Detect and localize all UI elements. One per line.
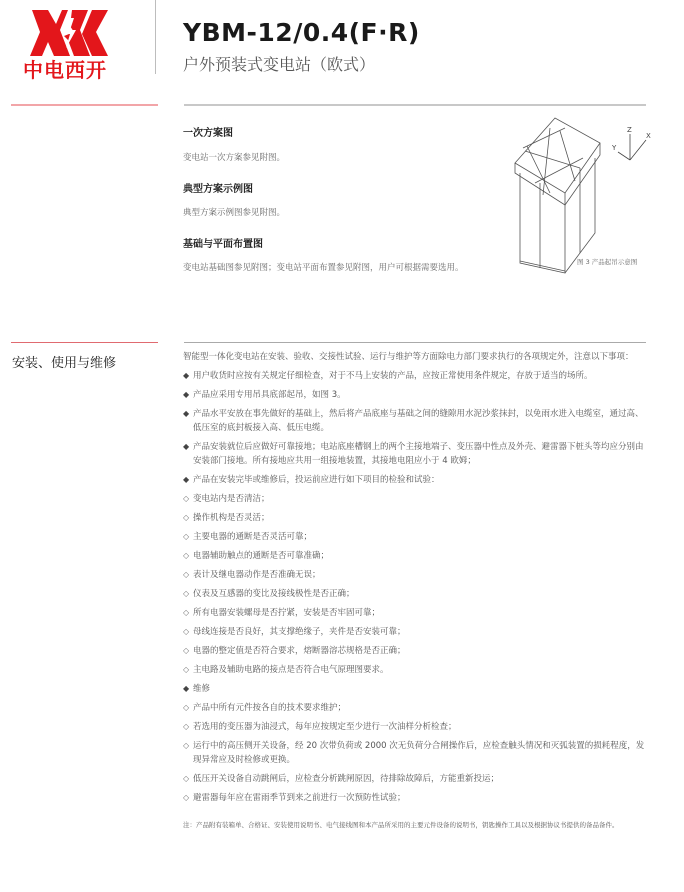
list-item: [183, 492, 645, 506]
figure-caption: 图 3 产品起吊示意图: [577, 258, 638, 266]
coordinate-axes: [610, 120, 655, 170]
list-item-text: 表计及继电器动作是否准确无误；: [193, 570, 321, 580]
list-item-text: 用户收货时应按有关规定仔细检查，对于不马上安装的产品，应按正常使用条件规定，存放于适当的场所。: [193, 371, 593, 381]
list-item: [183, 407, 645, 435]
hollow-diamond-bullet-icon: ◇: [183, 513, 190, 522]
svg-text:Z: Z: [627, 126, 632, 134]
list-item: [183, 663, 645, 677]
list-item-text: 产品中所有元件按各自的技术要求维护；: [193, 703, 347, 713]
company-name: 中电西开: [23, 58, 107, 82]
list-item: [183, 701, 645, 715]
list-item: [183, 720, 645, 734]
substation-lifting-drawing-icon: [505, 113, 605, 278]
list-item: [183, 587, 645, 601]
solid-diamond-bullet-icon: ◆: [183, 475, 190, 484]
hollow-diamond-bullet-icon: ◇: [183, 551, 190, 560]
list-item-text: 产品应采用专用吊具底部起吊，如图 3。: [193, 390, 346, 400]
heading-foundation-layout: 基础与平面布置图: [183, 239, 263, 250]
install-rule-left: [11, 342, 158, 343]
hollow-diamond-bullet-icon: ◇: [183, 793, 190, 802]
list-item: [183, 625, 645, 639]
lifting-diagram-figure: [505, 113, 605, 278]
instruction-list: [183, 369, 645, 805]
list-item: [183, 682, 645, 696]
text-typical-scheme: 典型方案示例图参见附图。: [183, 208, 286, 218]
text-foundation-layout: 变电站基础图参见附图；变电站平面布置参见附图，用户可根据需要选用。: [183, 263, 464, 273]
hollow-diamond-bullet-icon: ◇: [183, 665, 190, 674]
product-subtitle: 户外预装式变电站（欧式）: [183, 55, 376, 74]
list-item: [183, 644, 645, 658]
install-section-title: 安装、使用与维修: [12, 356, 117, 371]
hollow-diamond-bullet-icon: ◇: [183, 741, 190, 750]
list-item: [183, 473, 645, 487]
list-item-text: 所有电器安装螺母是否拧紧，安装是否牢固可靠；: [193, 608, 381, 618]
xyz-axes-icon: [610, 120, 655, 170]
list-item-text: 运行中的高压侧开关设备，经 20 次带负荷或 2000 次无负荷分合闸操作后，应检查触头情况和灭弧装置的损耗程度，发现异常应及时检修或更换。: [193, 741, 645, 765]
solid-diamond-bullet-icon: ◆: [183, 390, 190, 399]
list-item: [183, 369, 645, 383]
hollow-diamond-bullet-icon: ◇: [183, 646, 190, 655]
xk-lightning-logo-icon: [30, 10, 110, 56]
hollow-diamond-bullet-icon: ◇: [183, 627, 190, 636]
footnote: 注：产品附有装箱单、合格证、安装使用说明书、电气接线图和本产品所采用的主要元件设备的说明书，钥匙操作工具以及根据协议书提供的备品备件。: [183, 821, 619, 829]
list-item-text: 低压开关设备自动跳闸后，应检查分析跳闸原因，待排除故障后，方能重新投运；: [193, 774, 500, 784]
list-item-text: 操作机构是否灵活；: [193, 513, 270, 523]
text-primary-scheme: 变电站一次方案参见附图。: [183, 153, 286, 163]
list-item-text: 仪表及互感器的变比及接线极性是否正确；: [193, 589, 355, 599]
solid-diamond-bullet-icon: ◆: [183, 684, 190, 693]
product-model-title: YBM-12/0.4(F·R): [183, 18, 420, 47]
section-rule-left: [11, 104, 158, 106]
section-rule-right: [184, 104, 646, 106]
list-item: [183, 568, 645, 582]
install-section-body: [183, 350, 645, 810]
list-item-text: 若选用的变压器为油浸式，每年应按规定至少进行一次油样分析检查；: [193, 722, 457, 732]
hollow-diamond-bullet-icon: ◇: [183, 722, 190, 731]
list-item-text: 变电站内是否清洁；: [193, 494, 270, 504]
list-item-text: 电器辅助触点的通断是否可靠准确；: [193, 551, 330, 561]
intro-paragraph: 智能型一体化变电站在安装、验收、交接性试验、运行与维护等方面除电力部门要求执行的各项规定外，注意以下事项：: [183, 352, 634, 362]
hollow-diamond-bullet-icon: ◇: [183, 589, 190, 598]
list-item-text: 主电路及辅助电路的接点是否符合电气原理图要求。: [193, 665, 389, 675]
list-item: [183, 791, 645, 805]
list-item: [183, 511, 645, 525]
hollow-diamond-bullet-icon: ◇: [183, 532, 190, 541]
list-item-text: 主要电器的通断是否灵活可靠；: [193, 532, 313, 542]
list-item-text: 电器的整定值是否符合要求，熔断器溶芯规格是否正确；: [193, 646, 406, 656]
list-item-text: 产品水平安放在事先做好的基础上，然后将产品底座与基础之间的缝隙用水泥沙浆抹封，以免雨水进入电缆室，通过高、低压室的底封板接入高、低压电缆。: [193, 409, 644, 433]
solid-diamond-bullet-icon: ◆: [183, 409, 190, 418]
solid-diamond-bullet-icon: ◆: [183, 442, 190, 451]
list-item-text: 产品安装就位后应做好可靠接地；电站底座槽钢上的两个主接地端子、变压器中性点及外壳、避雷器下桩头等均应分别由安装部门接地。所有接地应共用一组接地装置，其接地电阻应小于 4 欧姆；: [193, 442, 644, 466]
hollow-diamond-bullet-icon: ◇: [183, 570, 190, 579]
hollow-diamond-bullet-icon: ◇: [183, 494, 190, 503]
heading-typical-scheme: 典型方案示例图: [183, 184, 253, 195]
list-item: [183, 606, 645, 620]
hollow-diamond-bullet-icon: ◇: [183, 608, 190, 617]
list-item-text: 产品在安装完毕或维修后，投运前应进行如下项目的检验和试验：: [193, 475, 440, 485]
list-item-text: 维修: [193, 684, 211, 694]
list-item: [183, 549, 645, 563]
list-item: [183, 739, 645, 767]
heading-primary-scheme: 一次方案图: [183, 128, 233, 139]
solid-diamond-bullet-icon: ◆: [183, 371, 190, 380]
hollow-diamond-bullet-icon: ◇: [183, 774, 190, 783]
svg-text:Y: Y: [612, 144, 617, 152]
install-rule-right: [184, 342, 646, 343]
list-item: [183, 388, 645, 402]
list-item: [183, 772, 645, 786]
hollow-diamond-bullet-icon: ◇: [183, 703, 190, 712]
list-item: [183, 530, 645, 544]
list-item-text: 避雷器每年应在雷雨季节到来之前进行一次预防性试验；: [193, 793, 406, 803]
list-item: [183, 440, 645, 468]
header-divider: [155, 0, 156, 74]
svg-text:X: X: [646, 132, 651, 140]
list-item-text: 母线连接是否良好，其支撑绝缘子，夹件是否安装可靠；: [193, 627, 406, 637]
